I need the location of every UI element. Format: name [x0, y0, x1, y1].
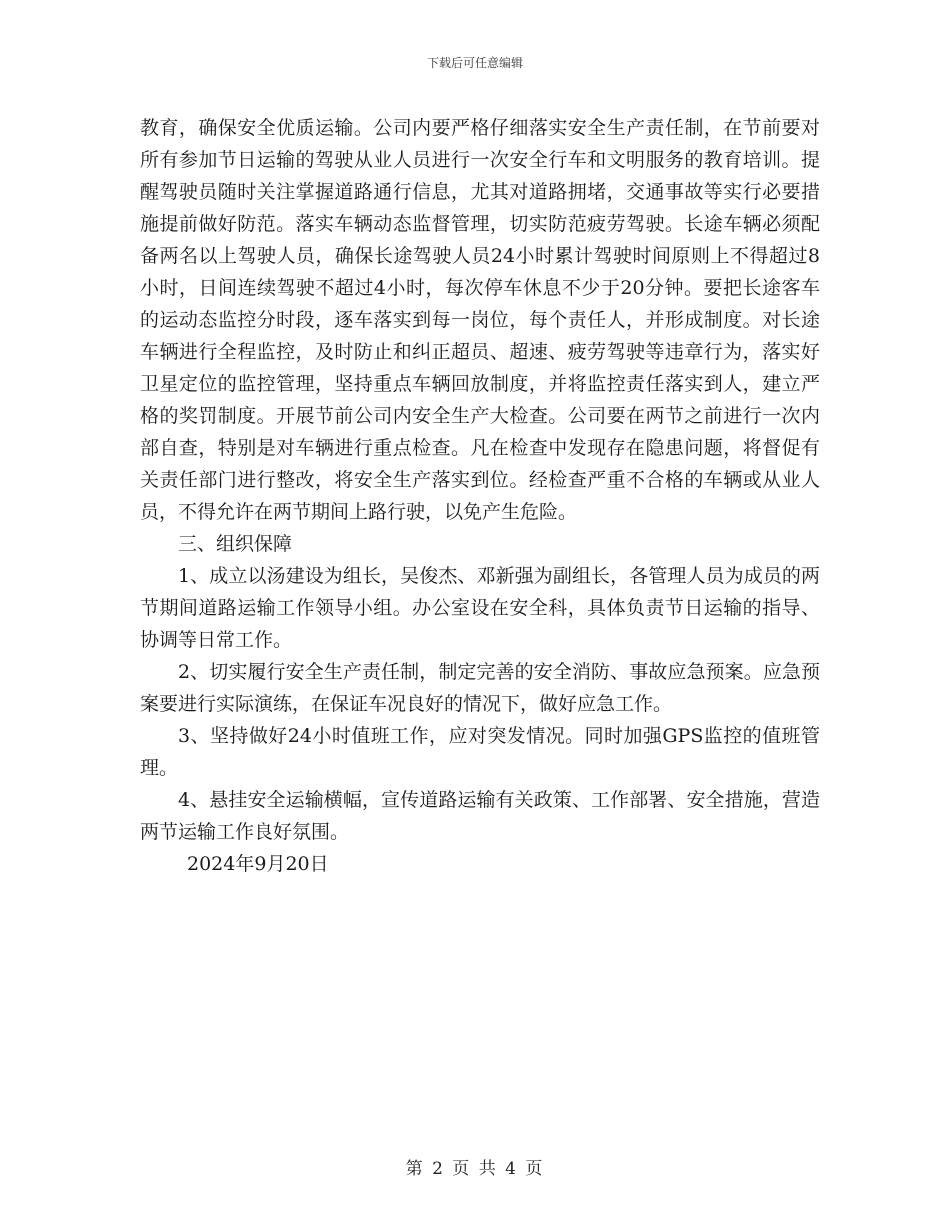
- body-paragraph-item-4: 4、悬挂安全运输横幅，宣传道路运输有关政策、工作部署、安全措施，营造两节运输工作良好氛围。: [140, 789, 820, 843]
- body-paragraph-item-2: 2、切实履行安全生产责任制，制定完善的安全消防、事故应急预案。应急预案要进行实际演练，在保证车况良好的情况下，做好应急工作。: [140, 661, 820, 715]
- body-paragraph-item-1: 1、成立以汤建设为组长，吴俊杰、邓新强为副组长，各管理人员为成员的两节期间道路运输工作领导小组。办公室设在安全科，具体负责节日运输的指导、协调等日常工作。: [140, 565, 820, 651]
- body-paragraph-continued: 教育，确保安全优质运输。公司内要严格仔细落实安全生产责任制，在节前要对所有参加节日运输的驾驶从业人员进行一次安全行车和文明服务的教育培训。提醒驾驶员随时关注掌握道路通行信息，尤其对道路拥堵，交通事故等实行必要措施提前做好防范。落实车辆动态监督管理，切实防范疲劳驾驶。长途车辆必须配备两名以上驾驶人员，确保长途驾驶人员24小时累计驾驶时间原则上不得超过8小时，日间连续驾驶不超过4小时，每次停车休息不少于20分钟。要把长途客车的运动态监控分时段，逐车落实到每一岗位，每个责任人，并形成制度。对长途车辆进行全程监控，及时防止和纠正超员、超速、疲劳驾驶等违章行为，落实好卫星定位的监控管理，坚持重点车辆回放制度，并将监控责任落实到人，建立严格的奖罚制度。开展节前公司内安全生产大检查。公司要在两节之前进行一次内部自查，特别是对车辆进行重点检查。凡在检查中发现存在隐患问题，将督促有关责任部门进行整改，将安全生产落实到位。经检查严重不合格的车辆或从业人员，不得允许在两节期间上路行驶，以免产生危险。: [140, 117, 820, 523]
- document-date: 2024年9月20日: [187, 853, 329, 875]
- page-footer: 第 2 页 共 4 页: [405, 1159, 545, 1179]
- body-paragraph-item-3: 3、坚持做好24小时值班工作，应对突发情况。同时加强GPS监控的值班管理。: [140, 725, 820, 779]
- document-body: [140, 112, 820, 880]
- page-header: 下载后可任意编辑: [426, 56, 523, 70]
- section-heading-organization: 三、组织保障: [178, 533, 293, 555]
